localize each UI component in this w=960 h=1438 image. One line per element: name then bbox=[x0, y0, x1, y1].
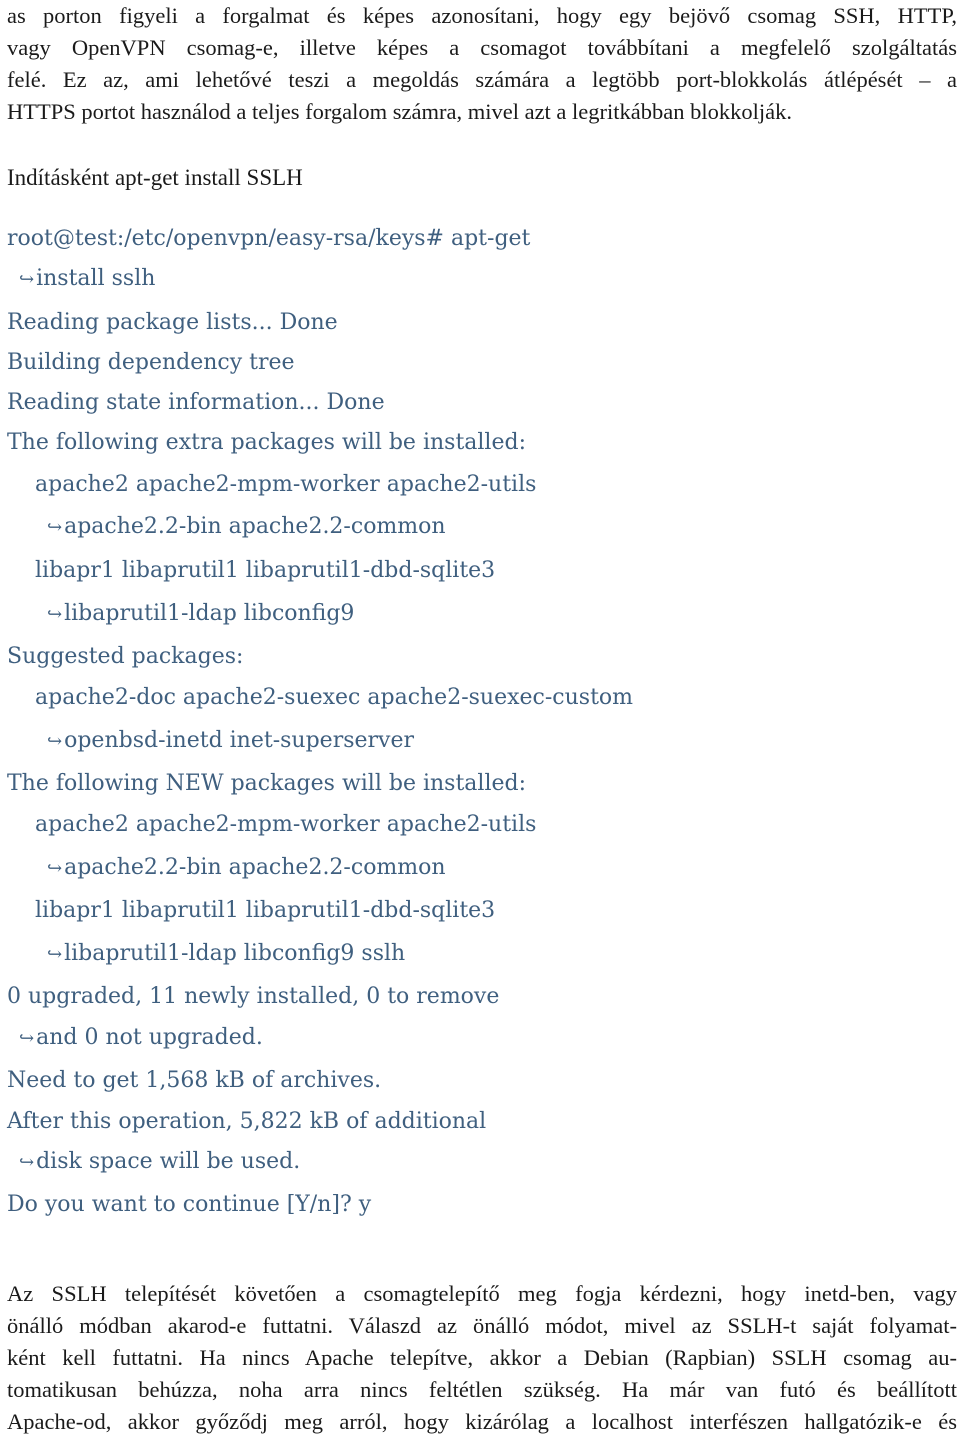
paragraph-line: Apache-od, akkor győződj meg arról, hogy kizárólag a localhost interfészen hallgatózik-e és bbox=[7, 1409, 957, 1434]
terminal-line: Reading state information... Done bbox=[7, 390, 385, 415]
terminal-line: After this operation, 5,822 kB of additional bbox=[7, 1109, 487, 1134]
continuation-arrow-icon: ↪ bbox=[19, 269, 35, 290]
continuation-arrow-icon: ↪ bbox=[47, 517, 63, 538]
continuation-arrow-icon: ↪ bbox=[19, 1028, 35, 1049]
continuation-arrow-icon: ↪ bbox=[47, 858, 63, 879]
terminal-line: 0 upgraded, 11 newly installed, 0 to remove bbox=[7, 984, 500, 1009]
terminal-line: libapr1 libaprutil1 libaprutil1-dbd-sqlite3 bbox=[35, 898, 496, 923]
terminal-line: Building dependency tree bbox=[7, 350, 295, 375]
terminal-line: ↪and 0 not upgraded. bbox=[19, 1023, 263, 1054]
terminal-line: ↪openbsd-inetd inet-superserver bbox=[47, 726, 414, 757]
terminal-line: The following NEW packages will be installed: bbox=[7, 771, 527, 796]
terminal-line: apache2-doc apache2-suexec apache2-suexec-custom bbox=[35, 685, 634, 710]
paragraph-line: Az SSLH telepítését követően a csomagtelepítő meg fogja kérdezni, hogy inetd-ben, vagy bbox=[7, 1281, 957, 1306]
paragraph-line: HTTPS portot használod a teljes forgalom számra, mivel azt a legritkábban blokkolják. bbox=[7, 99, 792, 124]
paragraph-line: vagy OpenVPN csomag-e, illetve képes a csomagot továbbítani a megfelelő szolgáltatás bbox=[7, 35, 957, 60]
terminal-line: ↪libaprutil1-ldap libconfig9 bbox=[47, 599, 354, 630]
paragraph-line: tomatikusan behúzza, noha arra nincs feltétlen szükség. Ha már van futó és beállított bbox=[7, 1377, 957, 1402]
top-paragraph bbox=[7, 0, 957, 128]
paragraph-line: as porton figyeli a forgalmat és képes azonosítani, hogy egy bejövő csomag SSH, HTTP, bbox=[7, 3, 957, 28]
paragraph-line: ként kell futtatni. Ha nincs Apache telepítve, akkor a Debian (Rapbian) SSLH csomag au- bbox=[7, 1345, 957, 1370]
terminal-line: Reading package lists... Done bbox=[7, 310, 338, 335]
terminal-line: root@test:/etc/openvpn/easy-rsa/keys# apt-get bbox=[7, 226, 531, 251]
terminal-line: ↪libaprutil1-ldap libconfig9 sslh bbox=[47, 939, 405, 970]
terminal-line: ↪apache2.2-bin apache2.2-common bbox=[47, 853, 446, 884]
terminal-line: ↪apache2.2-bin apache2.2-common bbox=[47, 512, 446, 543]
terminal-line: The following extra packages will be installed: bbox=[7, 430, 526, 455]
continuation-arrow-icon: ↪ bbox=[47, 731, 63, 752]
terminal-line: ↪disk space will be used. bbox=[19, 1147, 300, 1178]
terminal-line: Need to get 1,568 kB of archives. bbox=[7, 1068, 382, 1093]
terminal-line: ↪install sslh bbox=[19, 264, 155, 295]
terminal-line: Do you want to continue [Y/n]? y bbox=[7, 1192, 372, 1217]
continuation-arrow-icon: ↪ bbox=[19, 1152, 35, 1173]
continuation-arrow-icon: ↪ bbox=[47, 944, 63, 965]
continuation-arrow-icon: ↪ bbox=[47, 604, 63, 625]
intro-line: Indításként apt-get install SSLH bbox=[7, 165, 303, 190]
paragraph-line: önálló módban akarod-e futtatni. Válaszd az önálló módot, mivel az SSLH-t saját folyamat- bbox=[7, 1313, 957, 1338]
terminal-line: Suggested packages: bbox=[7, 644, 244, 669]
bottom-paragraph bbox=[7, 1278, 957, 1438]
terminal-line: apache2 apache2-mpm-worker apache2-utils bbox=[35, 472, 537, 497]
terminal-line: apache2 apache2-mpm-worker apache2-utils bbox=[35, 812, 537, 837]
paragraph-line: felé. Ez az, ami lehetővé teszi a megoldás számára a legtöbb port-blokkolás átlépését – a bbox=[7, 67, 957, 92]
terminal-line: libapr1 libaprutil1 libaprutil1-dbd-sqlite3 bbox=[35, 558, 496, 583]
